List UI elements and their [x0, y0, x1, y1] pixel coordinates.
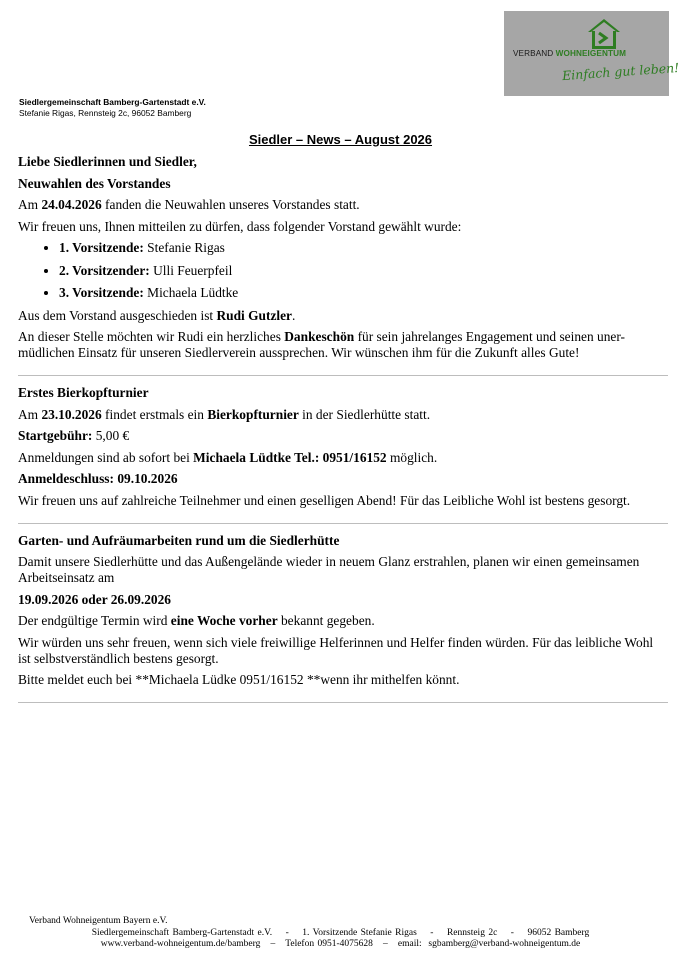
- helpers-paragraph: Wir würden uns sehr freuen, wenn sich viele freiwillige Helferinnen und Helfer finden würden. Für das leibliche Wohl ist selbstverständlich bestens gesorgt.: [18, 634, 654, 666]
- list-item: • 3. Vorsitzende: Michaela Lüdtke: [59, 285, 668, 301]
- board-list: [18, 240, 668, 301]
- retired-member-paragraph: Aus dem Vorstand ausgeschieden ist Rudi Gutzler.: [18, 307, 296, 323]
- section-heading-neuwahlen: Neuwahlen des Vorstandes: [18, 175, 171, 191]
- board-intro-paragraph: Wir freuen uns, Ihnen mitteilen zu dürfen, dass folgender Vorstand gewählt wurde:: [18, 218, 462, 234]
- contact-paragraph: Bitte meldet euch bei **Michaela Lüdke 0951/16152 **wenn ihr mithelfen könnt.: [18, 672, 460, 687]
- section-heading-gartenarbeiten: Garten- und Aufräumarbeiten rund um die Siedlerhütte: [18, 532, 340, 548]
- page-footer: [0, 916, 681, 951]
- final-date-paragraph: Der endgültige Termin wird eine Woche vorher bekannt gegeben.: [18, 613, 375, 628]
- tournament-date-paragraph: Am 23.10.2026 findet erstmals ein Bierkopfturnier in der Siedlerhütte statt.: [18, 406, 431, 422]
- work-intro-paragraph: Damit unsere Siedlerhütte und das Außengelände wieder in neuem Glanz erstrahlen, planen wir einen gemeinsamen Arbeitseinsatz am: [18, 554, 640, 585]
- greeting: Liebe Siedlerinnen und Siedler,: [18, 154, 197, 169]
- sender-address: Stefanie Rigas, Rennsteig 2c, 96052 Bamberg: [19, 107, 192, 118]
- registration-paragraph: Anmeldungen sind ab sofort bei Michaela Lüdtke Tel.: 0951/16152 möglich.: [18, 449, 438, 465]
- section-heading-bierkopfturnier: Erstes Bierkopfturnier: [18, 385, 149, 400]
- footer-contact: www.verband-wohneigentum.de/bamberg – Telefon 0951-4075628 – email: sgbamberg@verband-wohneigentum.de: [100, 939, 581, 949]
- list-item: • 2. Vorsitzender: Ulli Feuerpfeil: [59, 263, 668, 279]
- registration-deadline: Anmeldeschluss: 09.10.2026: [18, 471, 178, 486]
- election-date-paragraph: Am 24.04.2026 fanden die Neuwahlen unseres Vorstandes statt.: [18, 197, 360, 212]
- footer-association: Verband Wohneigentum Bayern e.V.: [29, 916, 168, 926]
- work-dates: 19.09.2026 oder 26.09.2026: [18, 591, 171, 607]
- section-divider: [18, 523, 668, 524]
- tournament-closing-paragraph: Wir freuen uns auf zahlreiche Teilnehmer und einen geselligen Abend! Für das Leibliche Wohl ist bestens gesorgt.: [18, 492, 631, 508]
- section-divider: [18, 702, 668, 703]
- list-item: • 1. Vorsitzende: Stefanie Rigas: [59, 240, 668, 256]
- logo-slogan: Einfach gut leben!: [561, 59, 680, 84]
- verband-wohneigentum-logo: [504, 11, 680, 96]
- section-divider: [18, 375, 668, 376]
- house-logo-icon: [586, 17, 622, 51]
- entry-fee: Startgebühr: 5,00 €: [18, 428, 130, 443]
- newsletter-body: [18, 154, 668, 712]
- sender-name: Siedlergemeinschaft Bamberg-Gartenstadt e.V.: [19, 97, 206, 107]
- thanks-paragraph: An dieser Stelle möchten wir Rudi ein herzliches Dankeschön für sein jahrelanges Engagement und seinen uner- müdlichen Einsatz für unseren Siedlerverein aussprechen. Wir wünschen ihm für die Zukunft alles Gute!: [18, 329, 626, 360]
- footer-address: Siedlergemeinschaft Bamberg-Gartenstadt e.V. - 1. Vorsitzende Stefanie Rigas - Rennsteig 2c - 96052 Bamberg: [91, 927, 590, 938]
- newsletter-title: Siedler – News – August 2026: [248, 132, 433, 147]
- sender-block: [19, 97, 206, 118]
- logo-wordmark: VERBAND WOHNEIGENTUM: [513, 49, 627, 58]
